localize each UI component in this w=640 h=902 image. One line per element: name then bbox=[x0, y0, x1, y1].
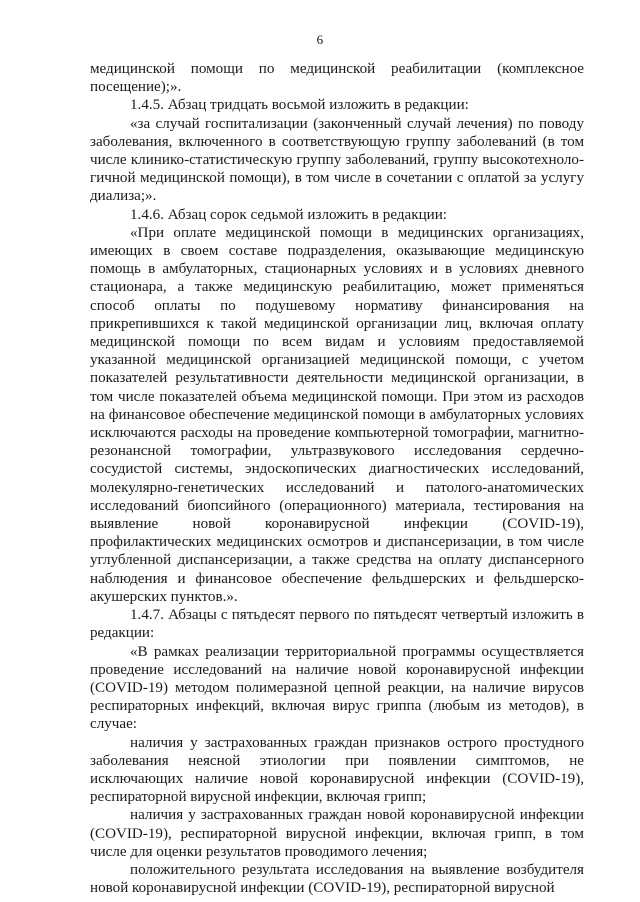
page-number: 6 bbox=[316, 32, 324, 47]
paragraph-quote-hospitalization: «за случай госпитализации (законченный случай лечения) по поводу заболевания, включенного в соответствующую группу заболеваний (в том числе клинико-статистическую группу заболеваний, группу высокотехнологичной медицинской помощи), в том числе в сочетании с оплатой за услугу диализа;». bbox=[90, 115, 584, 205]
document-body bbox=[90, 60, 584, 897]
paragraph-item-1-4-5: 1.4.5. Абзац тридцать восьмой изложить в редакции: bbox=[130, 97, 469, 114]
paragraph-case-symptoms: наличия у застрахованных граждан признаков острого простудного заболевания неясной этиологии при появлении симптомов, не исключающих наличие новой коронавирусной инфекции (COVID-19), респираторной вирусной инфекции, включая грипп; bbox=[90, 734, 584, 806]
paragraph-item-1-4-6: 1.4.6. Абзац сорок седьмой изложить в редакции: bbox=[130, 206, 447, 223]
paragraph-quote-covid-testing: «В рамках реализации территориальной программы осуществляется проведение исследований на наличие новой коронавирусной инфекции (COVID-19) методом полимеразной цепной реакции, на наличие вирусов респираторных инфекций, включая вирус гриппа (любым из методов), в случае: bbox=[90, 643, 584, 733]
paragraph-case-positive-result: положительного результата исследования на выявление возбудителя новой коронавирусной инфекции (COVID-19), респираторной вирусной bbox=[90, 861, 584, 897]
paragraph-continuation: медицинской помощи по медицинской реабилитации (комплексное посещение);». bbox=[90, 61, 584, 96]
paragraph-item-1-4-7: 1.4.7. Абзацы с пятьдесят первого по пятьдесят четвертый изложить в редакции: bbox=[90, 607, 584, 642]
paragraph-case-infection: наличия у застрахованных граждан новой коронавирусной инфекции (COVID-19), респираторной вирусной инфекции, включая грипп, в том числе для оценки результатов проводимого лечения; bbox=[90, 807, 584, 860]
paragraph-quote-payment: «При оплате медицинской помощи в медицинских организациях, имеющих в своем составе подразделения, оказывающие медицинскую помощь в амбулаторных, стационарных условиях и в условиях дневного стационара, а также медицинскую реабилитацию, может применяться способ оплаты по подушевому нормативу финансирования на прикрепившихся к такой медицинской организации лиц, включая оплату медицинской помощи по всем видам и условиям предоставляемой указанной медицинской организацией медицинской помощи, с учетом показателей результативности деятельности медицинской организации, в том числе показателей объема медицинской помощи. При этом из расходов на финансовое обеспечение медицинской помощи в амбулаторных условиях исключаются расходы на проведение компьютерной томографии, магнитно-резонансной томографии, ультразвукового исследования сердечно-сосудистой системы, эндоскопических диагностических исследований, молекулярно-генетических исследований и патолого-анатомических исследований биопсийного (операционного) материала, тестирования на выявление новой коронавирусной инфекции (COVID-19), профилактических медицинских осмотров и диспансеризации, в том числе углубленной диспансеризации, а также средства на оплату диспансерного наблюдения и финансовое обеспечение фельдшерских и фельдшерско-акушерских пунктов.». bbox=[90, 224, 584, 605]
